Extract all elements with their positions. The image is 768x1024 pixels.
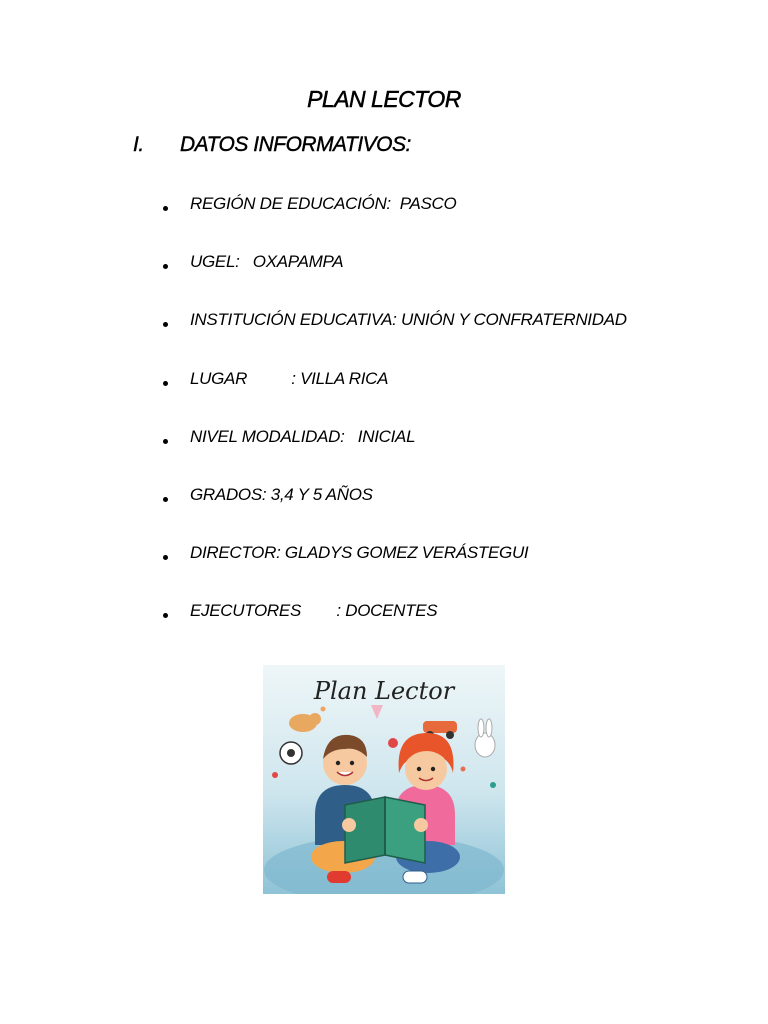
bullet-icon xyxy=(163,439,168,444)
bullet-icon xyxy=(163,322,168,327)
bullet-icon xyxy=(163,264,168,269)
bunny-icon xyxy=(475,733,495,757)
car-icon xyxy=(423,721,457,733)
book-icon xyxy=(342,797,428,863)
plan-lector-illustration xyxy=(263,665,505,894)
bullet-icon xyxy=(163,206,168,211)
bullet-icon xyxy=(163,497,168,502)
illustration-caption: Plan Lector xyxy=(313,677,455,705)
bullet-icon xyxy=(163,555,168,560)
bullet-icon xyxy=(163,381,168,386)
strawberry-icon xyxy=(388,738,398,748)
bullet-icon xyxy=(163,613,168,618)
section-number: I. xyxy=(133,133,144,156)
section-heading xyxy=(133,133,411,157)
page-title: PLAN LECTOR xyxy=(307,86,461,112)
section-title: DATOS INFORMATIVOS: xyxy=(180,133,411,156)
